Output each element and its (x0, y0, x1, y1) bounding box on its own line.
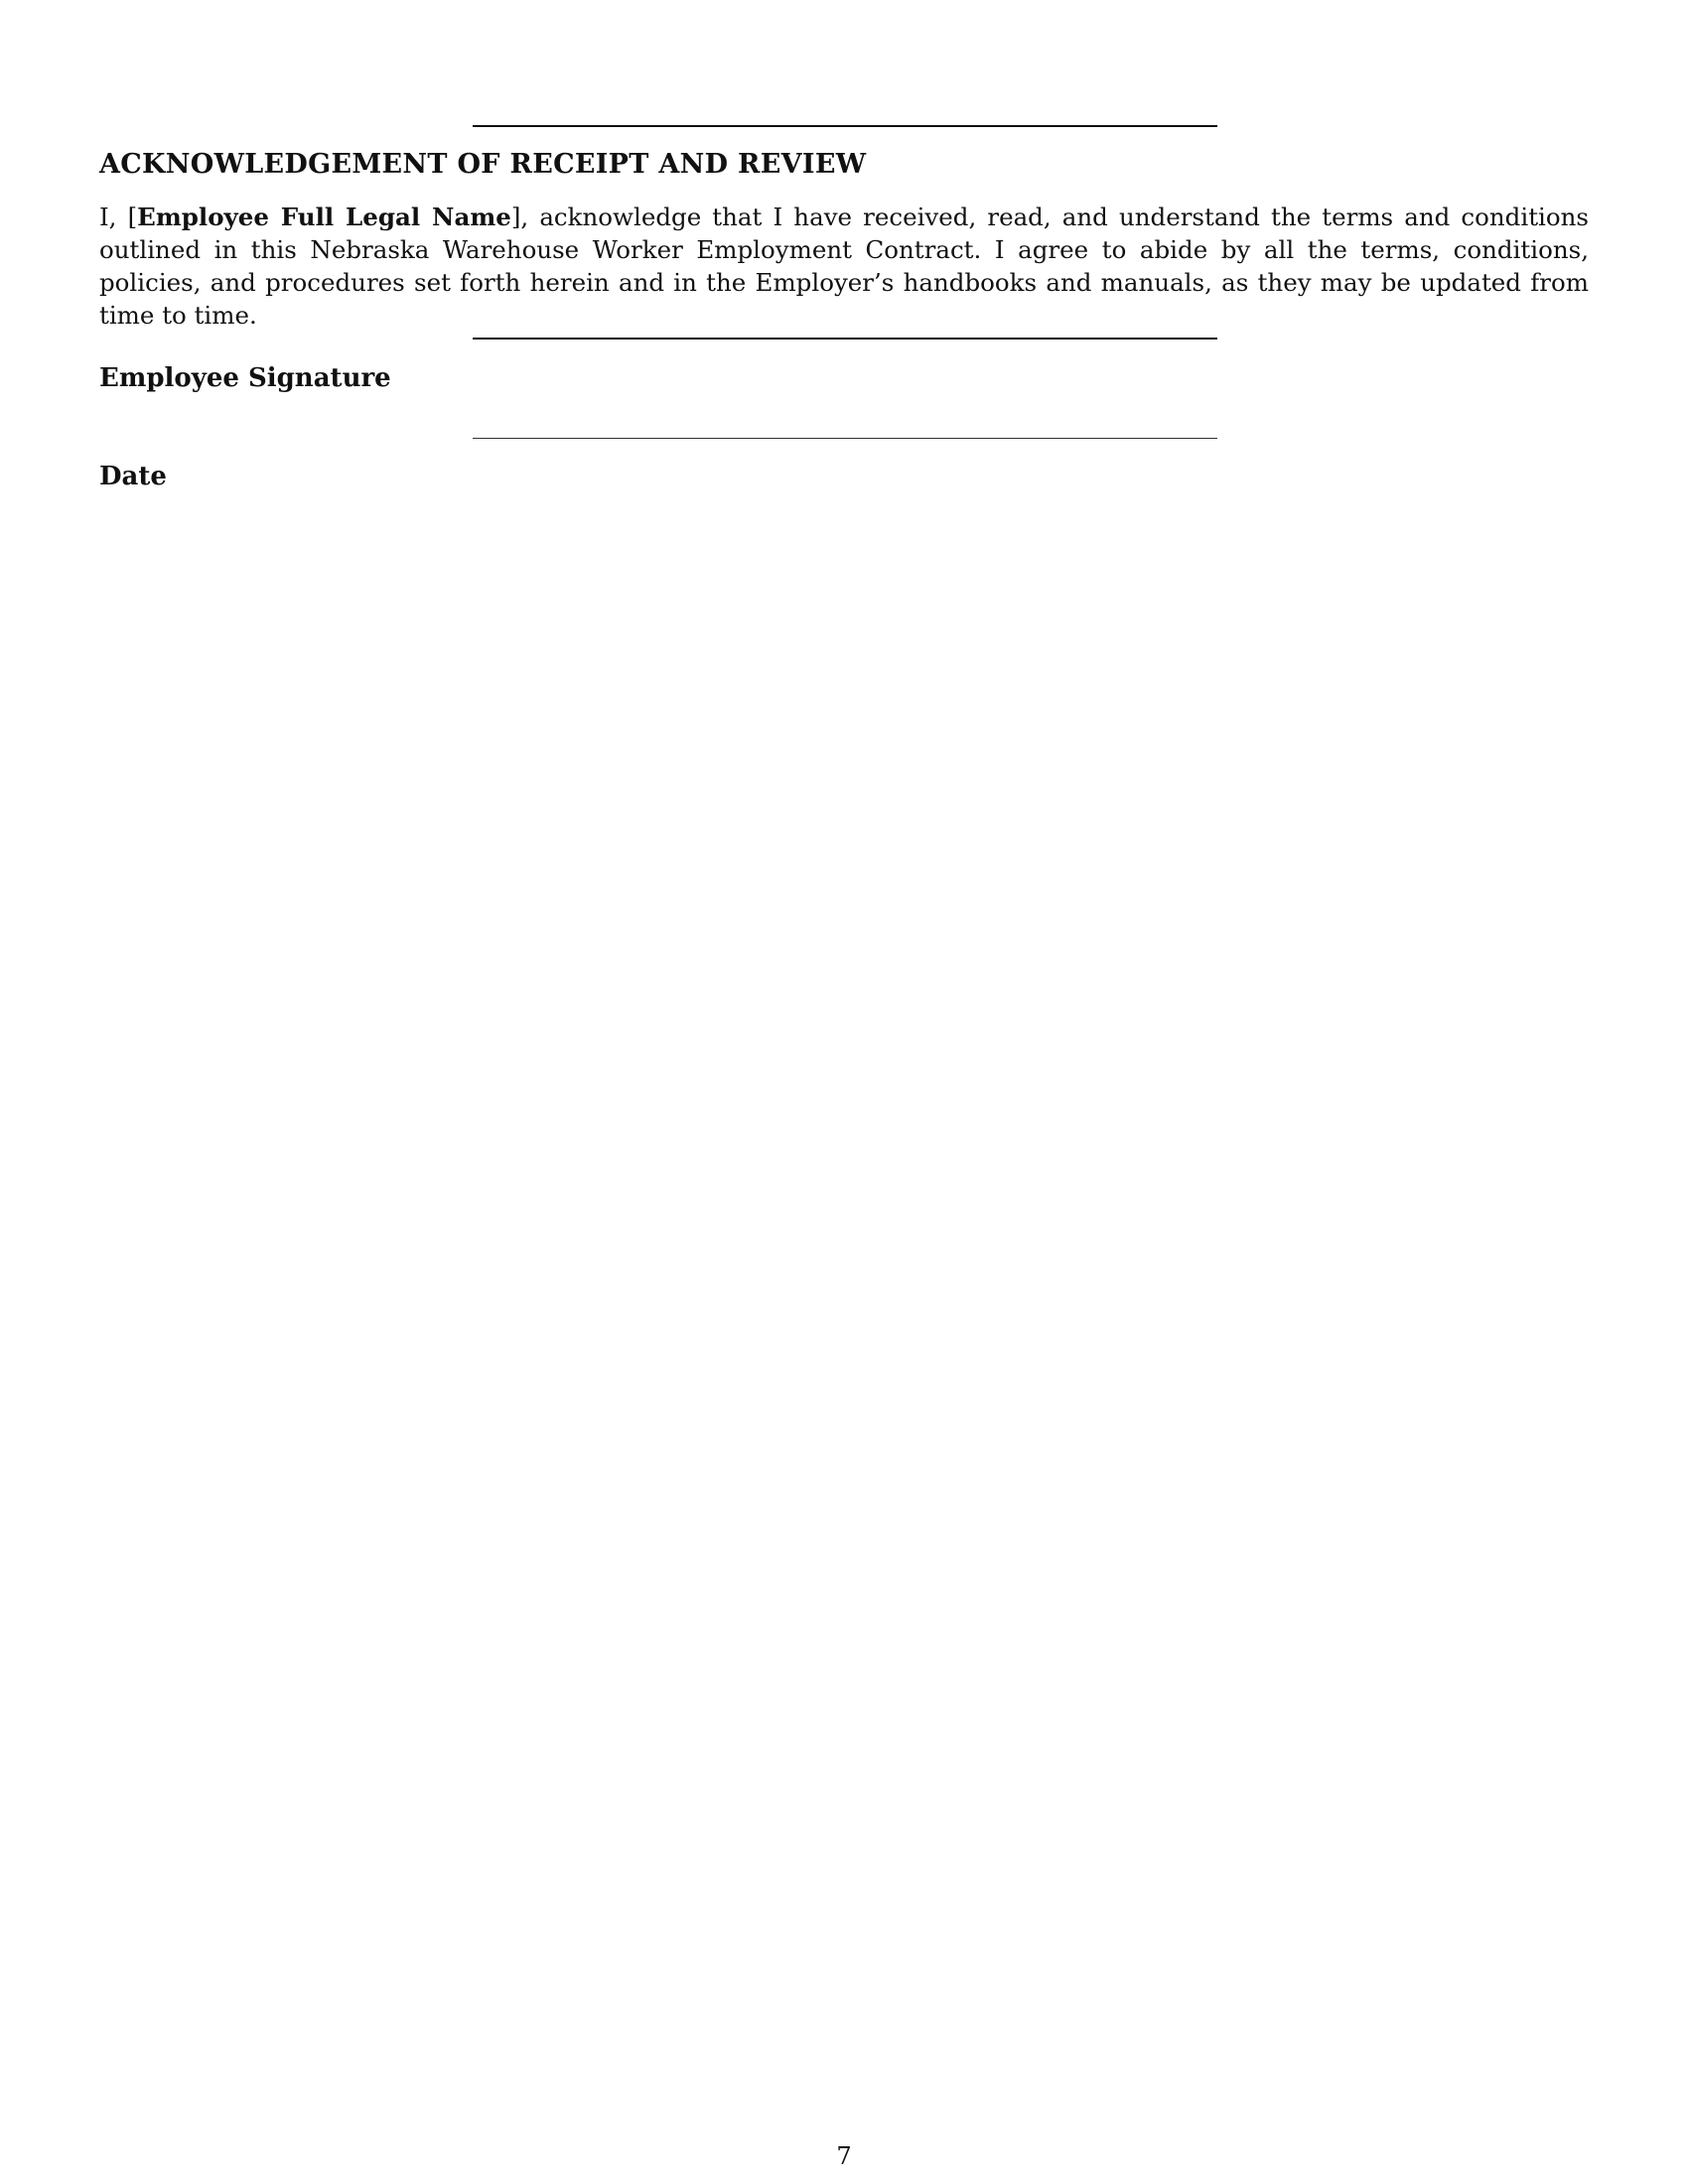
signature-line[interactable] (473, 338, 1217, 340)
date-label: Date (99, 462, 167, 491)
employee-signature-label: Employee Signature (99, 363, 391, 393)
top-rule (473, 125, 1217, 127)
date-line[interactable] (473, 438, 1217, 439)
paragraph-prefix: I, (99, 203, 128, 231)
open-bracket: [ (127, 203, 138, 231)
acknowledgement-paragraph (99, 201, 1589, 332)
close-bracket: ] (510, 203, 521, 231)
section-heading: ACKNOWLEDGEMENT OF RECEIPT AND REVIEW (99, 149, 867, 180)
paragraph-body: , acknowledge that I have received, read, and understand the terms and conditions outlined in this Nebraska Warehouse Worker Employment Contract. I agree to abide by all the terms, conditions, policies, and procedures set forth herein and in the Employer’s handbooks and manuals, as they may be updated from time to time. (99, 203, 1589, 330)
page-number: 7 (836, 2142, 852, 2170)
employee-name-placeholder: Employee Full Legal Name (137, 203, 511, 231)
